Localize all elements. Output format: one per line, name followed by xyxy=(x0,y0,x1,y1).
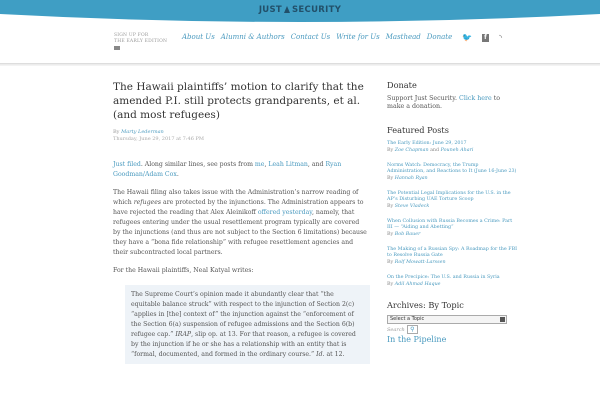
goodman-cox-link[interactable]: Ryan Goodman/Adam Cox xyxy=(113,161,342,178)
by-label: By xyxy=(113,129,122,135)
text: . xyxy=(176,171,179,178)
text: Support Just Security. xyxy=(387,95,460,102)
text: , xyxy=(264,161,269,168)
post-date: Thursday, June 29, 2017 at 7:46 PM xyxy=(113,136,204,142)
search-input[interactable]: Search xyxy=(387,326,405,333)
paragraph-3: For the Hawaii plaintiffs, Neal Katyal writes: xyxy=(113,267,254,274)
featured-post xyxy=(387,141,517,154)
featured-post-link[interactable]: When Collusion with Russia Becomes a Crime: Part III — “Aiding and Abetting” xyxy=(387,219,513,230)
signup-line2: THE EARLY EDITION xyxy=(114,39,168,44)
logo-text-security: SECURITY xyxy=(292,5,342,15)
author-link[interactable]: Adil Ahmad Haque xyxy=(394,282,441,287)
featured-post-link[interactable]: Norms Watch: Democracy, the Trump Administration, and Reactions to It (June 16-June 23) xyxy=(387,163,517,174)
donate-click-here-link[interactable]: Click here xyxy=(459,95,492,102)
signup-line1: SIGN UP FOR xyxy=(114,33,149,38)
search-button[interactable] xyxy=(407,325,418,334)
author-link[interactable]: Steve Vladeck xyxy=(394,204,430,209)
author-link[interactable]: Pouneh Ahari xyxy=(440,148,474,153)
author-link[interactable]: Hannah Ryan xyxy=(394,176,428,181)
featured-post-byline xyxy=(387,281,517,288)
signup-early-edition[interactable] xyxy=(114,33,167,50)
featured-post-link[interactable]: On the Precipice: The U.S. and Russia in Syria xyxy=(387,275,500,280)
featured-post-byline xyxy=(387,203,517,210)
text: are protected by the injunctions. The Administration appears to have rejected the reading that Alex Aleinikoff xyxy=(113,199,364,216)
article xyxy=(113,80,368,364)
author-link[interactable]: Bob Bauer xyxy=(394,232,421,237)
text: , and xyxy=(307,161,326,168)
top-nav xyxy=(0,33,600,59)
featured-post-link[interactable]: The Early Edition: June 29, 2017 xyxy=(387,141,467,146)
search-form xyxy=(387,325,517,334)
search-icon: ⚲ xyxy=(410,326,415,333)
logo-text-just: JUST xyxy=(258,5,283,15)
featured-post xyxy=(387,163,517,182)
nav-write-for-us[interactable]: Write for Us xyxy=(336,33,380,41)
featured-post xyxy=(387,275,517,288)
featured-post-byline xyxy=(387,147,517,154)
site-logo[interactable] xyxy=(0,5,600,15)
nav-masthead[interactable]: Masthead xyxy=(385,33,421,41)
donate-text xyxy=(387,95,517,111)
featured-post xyxy=(387,219,517,238)
text: at 12. xyxy=(324,351,345,358)
social-links xyxy=(462,33,502,42)
text: to make a donation. xyxy=(387,95,501,110)
featured-posts-list xyxy=(387,141,517,288)
nav-about-us[interactable]: About Us xyxy=(182,33,215,41)
just-filed-link[interactable]: Just filed xyxy=(113,161,141,168)
main-menu xyxy=(182,33,452,41)
featured-post-link[interactable]: The Potential Legal Implications for the U.S. in the AP’s Disturbing UAE Torture Scoop xyxy=(387,191,511,202)
twitter-icon[interactable]: 🐦 xyxy=(462,33,472,42)
topic-select[interactable] xyxy=(387,315,507,324)
featured-post-byline xyxy=(387,175,517,182)
byline xyxy=(113,129,368,136)
text: By xyxy=(387,204,395,209)
text: By xyxy=(387,232,395,237)
emphasis: Id. xyxy=(316,351,325,358)
featured-post xyxy=(387,247,517,266)
donate-heading: Donate xyxy=(387,80,417,90)
sidebar xyxy=(387,80,517,344)
nav-contact-us[interactable]: Contact Us xyxy=(290,33,331,41)
nav-donate[interactable]: Donate xyxy=(426,33,453,41)
text: The Hawaii filing also takes issue with the Administration’s narrow reading of which xyxy=(113,189,359,206)
nav-alumni-authors[interactable]: Alumni & Authors xyxy=(220,33,285,41)
text: By xyxy=(387,148,395,153)
text: , namely, that refugees entering under the usual resettlement program typically are covered by the injunctions (and thus are not subject to the Section 6 limitations) because they have a “bona fide relationship” with refugee resettlement agencies and their subcontracted local partners. xyxy=(113,209,367,256)
featured-posts-heading: Featured Posts xyxy=(387,125,449,135)
offered-yesterday-link[interactable]: offered yesterday xyxy=(257,209,312,216)
text: By xyxy=(387,282,395,287)
rss-icon[interactable]: ◝ xyxy=(498,33,503,42)
select-value: Select a Topic xyxy=(390,316,425,322)
facebook-icon[interactable]: f xyxy=(482,34,489,42)
leah-litman-link[interactable]: Leah Litman xyxy=(268,161,308,168)
featured-post-byline xyxy=(387,231,517,238)
author-link[interactable]: Marty Lederman xyxy=(121,129,164,135)
header-divider xyxy=(0,63,600,66)
text: and xyxy=(428,148,441,153)
email-icon[interactable] xyxy=(114,46,120,50)
author-link[interactable]: Zoe Chapman xyxy=(394,148,429,153)
quote-text xyxy=(131,290,364,360)
author-link[interactable]: Rolf Mowatt-Larssen xyxy=(394,260,446,265)
featured-post-byline xyxy=(387,259,517,266)
emphasis: refugees xyxy=(133,199,162,206)
article-title: The Hawaii plaintiffs’ motion to clarify that the amended P.I. still protects grandparents, et al. (and most refugees) xyxy=(113,81,364,121)
logo-monument-icon xyxy=(284,6,290,13)
blockquote xyxy=(125,285,370,364)
text: . Along similar lines, see posts from xyxy=(140,161,255,168)
archives-heading: Archives: By Topic xyxy=(387,300,464,310)
text: By xyxy=(387,176,395,181)
site-banner xyxy=(0,0,600,26)
featured-post xyxy=(387,191,517,210)
text: The Supreme Court’s opinion made it abundantly clear that “the equitable balance struck” with respect to the injunction of Section 2(c) “applies in [the] context of” the injunction against the “enforcement of the Section 6(a) suspension of refugee admissions and the Section 6(b) refugee cap.” xyxy=(131,291,355,338)
in-the-pipeline-heading[interactable]: In the Pipeline xyxy=(387,335,447,344)
paragraph-2 xyxy=(113,188,368,258)
text: By xyxy=(387,260,395,265)
text: , slip op. at 13. For that reason, a refugee is covered by the injunction if he or she has a relationship with an entity that is “formal, documented, and formed in the ordinary course.” xyxy=(131,331,356,358)
me-link[interactable]: me xyxy=(254,161,265,168)
chevron-down-icon xyxy=(500,317,505,322)
emphasis: IRAP xyxy=(175,331,192,338)
featured-post-link[interactable]: The Making of a Russian Spy: A Roadmap for the FBI to Resolve Russia Gate xyxy=(387,247,517,258)
paragraph-1 xyxy=(113,160,368,180)
